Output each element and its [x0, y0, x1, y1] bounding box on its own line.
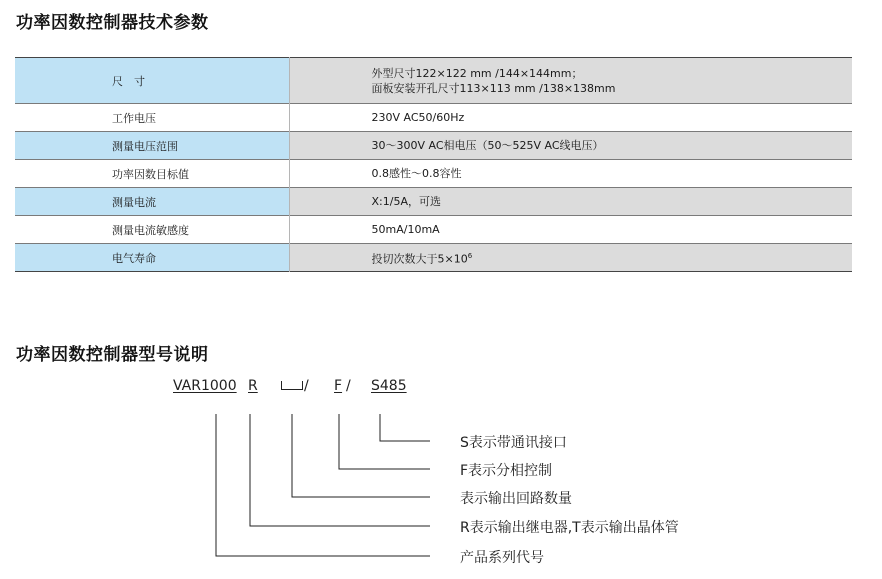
- row-label: 测量电流: [15, 188, 289, 216]
- row-value: 30～300V AC相电压（50～525V AC线电压）: [289, 132, 852, 160]
- desc-relay: R表示输出继电器,T表示输出晶体管: [460, 520, 679, 536]
- row-value: X:1/5A，可选: [289, 188, 852, 216]
- desc-outputs: 表示输出回路数量: [460, 491, 572, 507]
- row-label: 测量电压范围: [15, 132, 289, 160]
- callout-line-outputs: [292, 414, 430, 497]
- code-phase: F: [334, 378, 343, 394]
- code-separator: /: [346, 378, 351, 394]
- callout-line-relay: [250, 414, 430, 526]
- exponent: 6: [467, 251, 473, 260]
- code-comm: S485: [371, 378, 407, 394]
- row-label: 测量电流敏感度: [15, 216, 289, 244]
- code-relay: R: [248, 378, 258, 394]
- desc-phase: F表示分相控制: [460, 463, 553, 479]
- row-value: 50mA/10mA: [289, 216, 852, 244]
- row-label: 电气寿命: [15, 244, 289, 272]
- row-label: 尺 寸: [15, 58, 289, 104]
- desc-series: 产品系列代号: [460, 550, 544, 566]
- model-section-title: 功率因数控制器型号说明: [16, 345, 209, 365]
- row-value: 230V AC50/60Hz: [289, 104, 852, 132]
- callout-line-series: [216, 414, 430, 556]
- callout-line-comm: [380, 414, 430, 441]
- code-series: VAR1000: [173, 378, 237, 394]
- code-separator: /: [304, 378, 309, 394]
- row-label: 功率因数目标值: [15, 160, 289, 188]
- spec-section-title: 功率因数控制器技术参数: [16, 13, 209, 33]
- row-value: 0.8感性～0.8容性: [289, 160, 852, 188]
- row-value-line: 外型尺寸122×122 mm /144×144mm；: [371, 66, 583, 80]
- row-label: 工作电压: [15, 104, 289, 132]
- row-value-line: 面板安装开孔尺寸113×113 mm /138×138mm: [371, 81, 616, 95]
- desc-comm: S表示带通讯接口: [460, 435, 567, 451]
- row-value-text: 投切次数大于5×10: [371, 252, 468, 266]
